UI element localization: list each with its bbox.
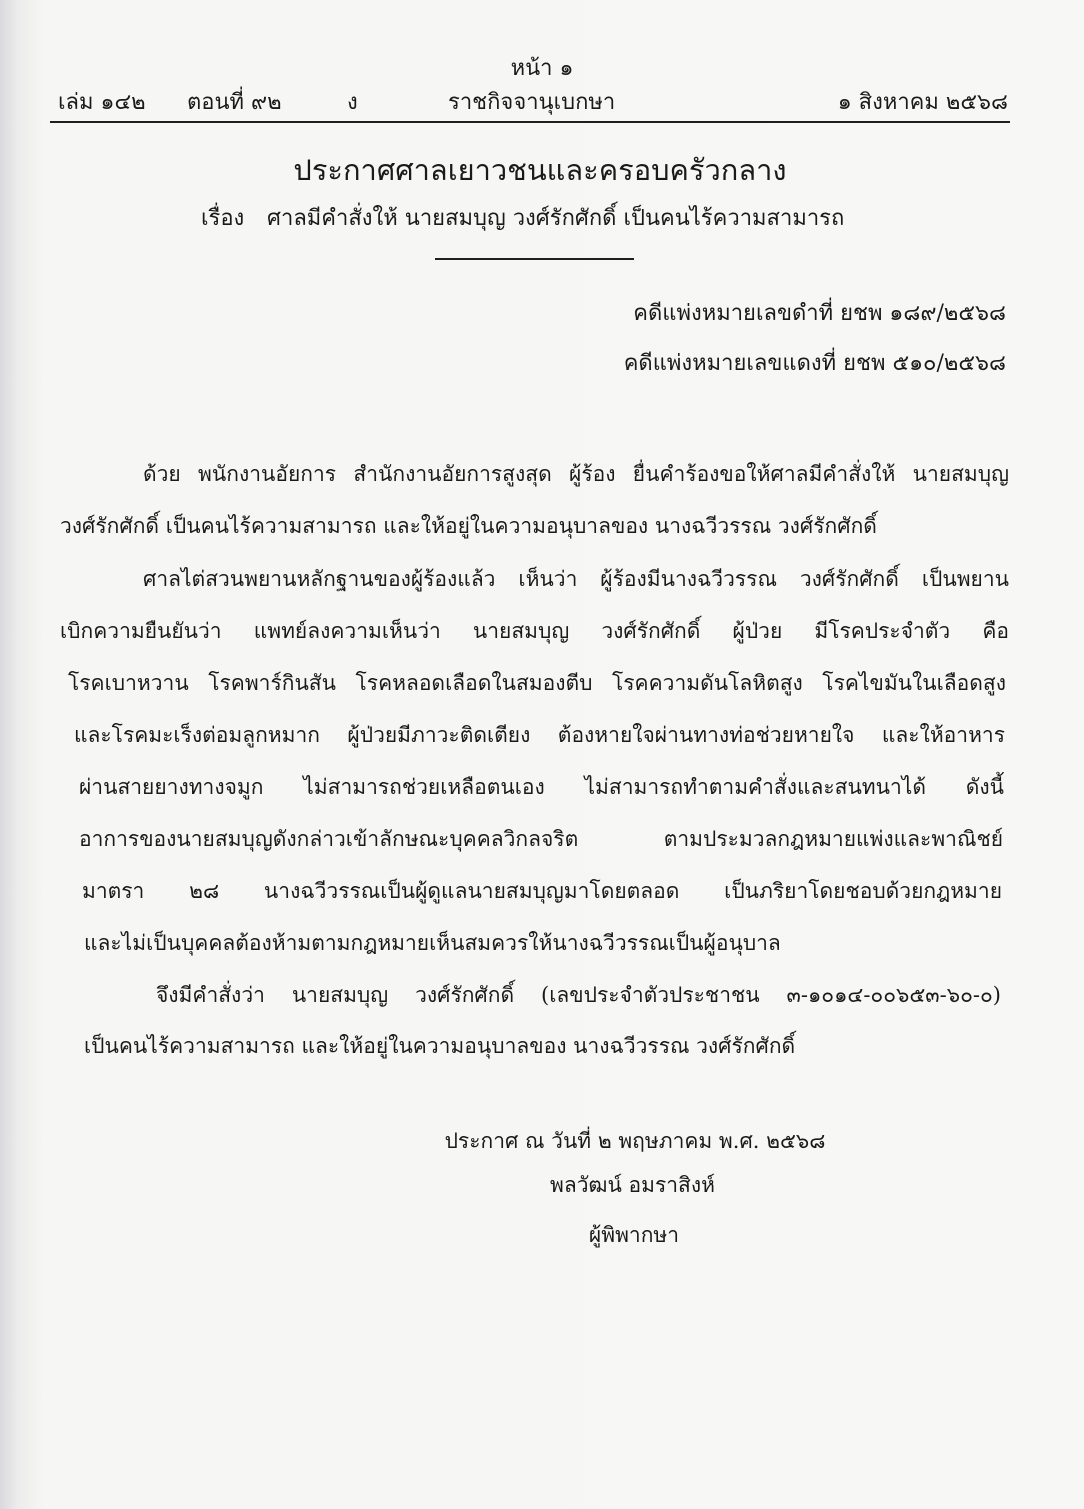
paragraph-line: วงศ์รักศักดิ์ เป็นคนไร้ความสามารถ และให้อยู่ในความอนุบาลของ นางฉวีวรรณ วงศ์รักศักดิ์	[60, 514, 877, 538]
publication-date: ๑ สิงหาคม ๒๕๖๘	[837, 90, 1008, 115]
announcement-title: ประกาศศาลเยาวชนและครอบครัวกลาง	[293, 153, 787, 187]
paragraph-line: โรคเบาหวาน โรคพาร์กินสัน โรคหลอดเลือดในสมองตีบ โรคความดันโลหิตสูง โรคไขมันในเลือดสูง	[68, 671, 1006, 695]
section-number: ตอนที่ ๙๒	[187, 90, 282, 115]
section-type: ง	[347, 90, 358, 115]
paragraph-line: ผ่านสายยางทางจมูก ไม่สามารถช่วยเหลือตนเอง ไม่สามารถทำตามคำสั่งและสนทนาได้ ดังนี้	[79, 775, 1004, 799]
volume-number: เล่ม ๑๔๒	[58, 90, 146, 115]
paragraph-line: อาการของนายสมบุญดังกล่าวเข้าลักษณะบุคคลวิกลจริต ตามประมวลกฎหมายแพ่งและพาณิชย์	[79, 827, 1003, 851]
header-divider	[50, 121, 1010, 123]
paragraph-line: และโรคมะเร็งต่อมลูกหมาก ผู้ป่วยมีภาวะติดเตียง ต้องหายใจผ่านทางท่อช่วยหายใจ และให้อาหาร	[74, 723, 1005, 747]
subject-label: เรื่อง	[201, 206, 245, 231]
subject-text: ศาลมีคำสั่งให้ นายสมบุญ วงศ์รักศักดิ์ เป็นคนไร้ความสามารถ	[267, 206, 845, 231]
announcement-date: ประกาศ ณ วันที่ ๒ พฤษภาคม พ.ศ. ๒๕๖๘	[444, 1129, 826, 1153]
paragraph-line: ด้วย พนักงานอัยการ สำนักงานอัยการสูงสุด ผู้ร้อง ยื่นคำร้องขอให้ศาลมีคำสั่งให้ นายสมบุญ	[143, 462, 1009, 486]
red-case-number: คดีแพ่งหมายเลขแดงที่ ยชพ ๕๑๐/๒๕๖๘	[623, 351, 1006, 376]
signatory-position: ผู้พิพากษา	[588, 1223, 680, 1247]
paragraph-line: จึงมีคำสั่งว่า นายสมบุญ วงศ์รักศักดิ์ (เลขประจำตัวประชาชน ๓-๑๐๑๔-๐๐๖๕๓-๖๐-๐)	[156, 983, 1001, 1007]
paragraph-line: และไม่เป็นบุคคลต้องห้ามตามกฎหมายเห็นสมควรให้นางฉวีวรรณเป็นผู้อนุบาล	[84, 931, 781, 955]
page-number: หน้า ๑	[510, 56, 574, 81]
paragraph-line: มาตรา ๒๘ นางฉวีวรรณเป็นผู้ดูแลนายสมบุญมาโดยตลอด เป็นภริยาโดยชอบด้วยกฎหมาย	[82, 879, 1002, 903]
paragraph-line: เป็นคนไร้ความสามารถ และให้อยู่ในความอนุบาลของ นางฉวีวรรณ วงศ์รักศักดิ์	[84, 1034, 796, 1058]
signatory-name: พลวัฒน์ อมราสิงห์	[550, 1173, 715, 1197]
paragraph-line: ศาลไต่สวนพยานหลักฐานของผู้ร้องแล้ว เห็นว่า ผู้ร้องมีนางฉวีวรรณ วงศ์รักศักดิ์ เป็นพยาน	[143, 567, 1009, 591]
title-divider	[435, 258, 634, 260]
black-case-number: คดีแพ่งหมายเลขดำที่ ยชพ ๑๘๙/๒๕๖๘	[633, 301, 1006, 326]
gazette-name: ราชกิจจานุเบกษา	[448, 90, 616, 115]
paragraph-line: เบิกความยืนยันว่า แพทย์ลงความเห็นว่า นายสมบุญ วงศ์รักศักดิ์ ผู้ป่วย มีโรคประจำตัว คือ	[60, 619, 1009, 643]
